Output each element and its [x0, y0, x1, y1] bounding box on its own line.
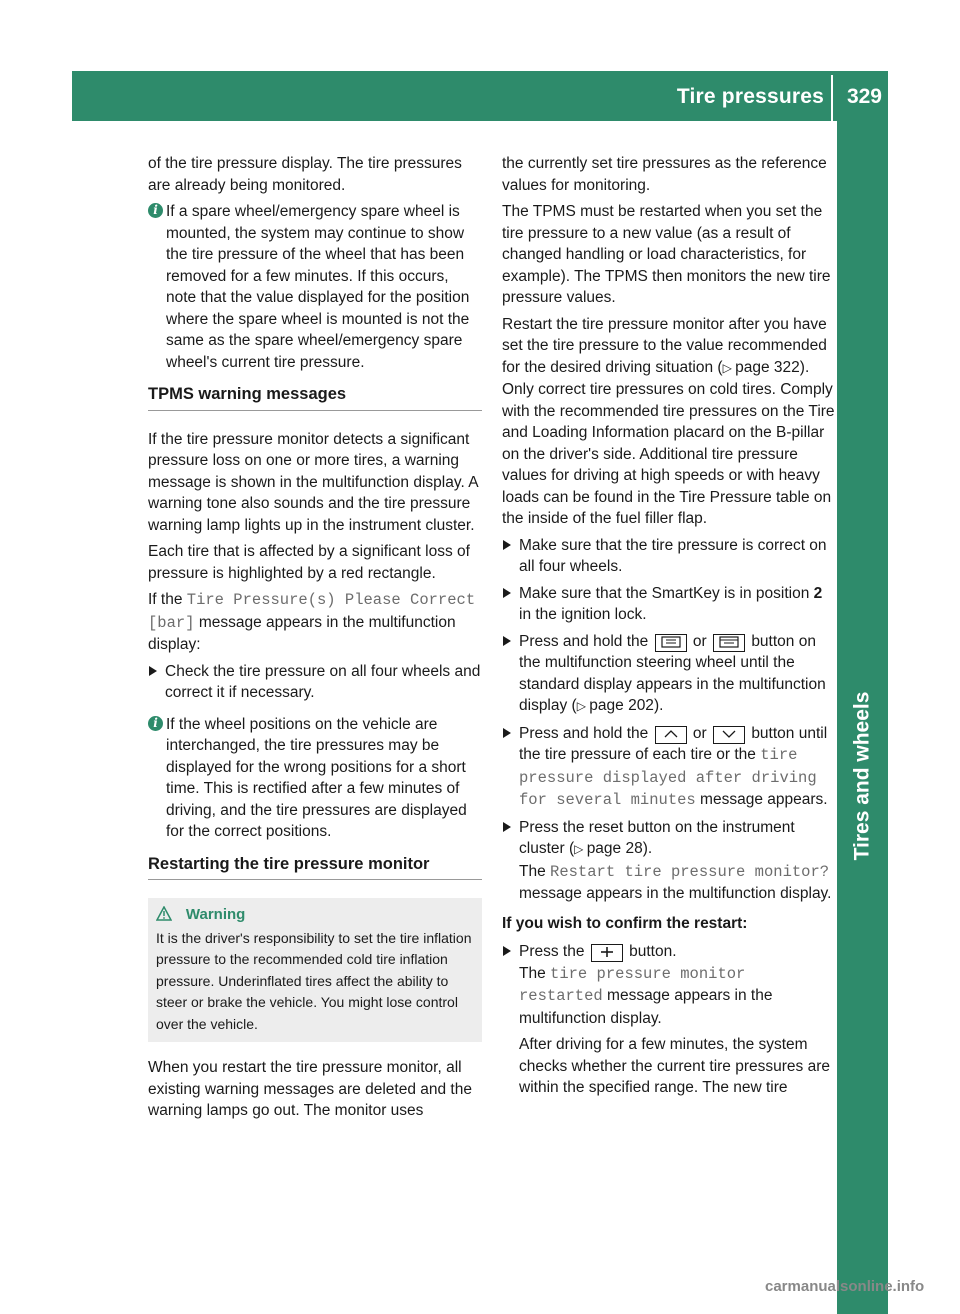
paragraph [148, 589, 482, 656]
page-ref-arrow-icon: ▷ [576, 699, 590, 713]
text: message appears in the multifunction display: [148, 613, 456, 653]
info-icon: i [148, 716, 163, 731]
instruction-step [148, 661, 482, 704]
page-number: 329 [846, 85, 882, 108]
page-reference[interactable]: page 202 [589, 697, 654, 714]
right-column [502, 153, 836, 1104]
text: button until the tire pressure of each tire or the [519, 724, 828, 763]
watermark: carmanualsonline.info [765, 1278, 925, 1295]
down-arrow-button-icon [713, 726, 745, 744]
text: ). [653, 697, 664, 714]
instruction-step [502, 535, 836, 578]
note-text: If the wheel positions on the vehicle are interchanged, the tire pressures may be displayed for the wrong positions for a short time. This is rectified after a few minutes of driving, and the tire pressures are displayed for the correct positions. [166, 715, 467, 840]
step-continuation: After driving for a few minutes, the system checks whether the current tire pressures are within the specified range. The new tire [519, 1036, 830, 1096]
instruction-step [502, 583, 836, 626]
text: button. [629, 943, 677, 960]
warning-triangle-icon [156, 906, 172, 921]
text: Press the reset button on the instrument cluster ( [519, 818, 795, 857]
side-tab [837, 121, 888, 1314]
text: Restart the tire pressure monitor after you have set the tire pressure to the value recommended for the desired driving situation ( [502, 315, 827, 376]
arrow-icon [503, 636, 511, 646]
info-note [148, 201, 482, 373]
paragraph: the currently set tire pressures as the reference values for monitoring. [502, 155, 827, 194]
text: The [519, 862, 546, 880]
warning-text: It is the driver's responsibility to set the tire inflation pressure to the recommended cold tire inflation pressure. Underinflated tires affect the ability to steer or brake the vehicle. You might lose control over the vehicle. [156, 929, 472, 1032]
side-tab-label-wrap [837, 671, 888, 881]
arrow-icon [503, 728, 511, 738]
paragraph [502, 314, 836, 530]
instruction-step [502, 817, 836, 905]
text: or [692, 724, 707, 742]
text: button on the multifunction steering wheel until the standard display appears in the multifunction display ( [519, 632, 826, 714]
paragraph: of the tire pressure display. The tire pressures are already being monitored. [148, 155, 462, 194]
display-message: tire pressure monitor restarted [519, 964, 746, 1005]
up-arrow-button-icon [655, 726, 687, 744]
text: The [519, 964, 546, 982]
warning-title: Warning [185, 906, 246, 923]
text: ). Only correct tire pressures on cold tires. Comply with the recommended tire pressures on the Tire and Loading Information placard on the B-pillar on the driver's side. Additional tire pressure values for driving at high speeds or with heavy loads can be found in the Tire Pressure table on the inside of the fuel filler flap. [502, 358, 835, 527]
text: message appears. [700, 791, 828, 808]
left-column [148, 153, 482, 1127]
text: in the ignition lock. [519, 606, 647, 623]
warning-box [148, 898, 482, 1042]
side-tab-marker [837, 906, 888, 958]
text: Press and hold the [519, 724, 649, 742]
text: message appears in the multifunction display. [519, 885, 832, 902]
info-icon: i [148, 203, 163, 218]
page-reference[interactable]: page 322 [735, 358, 800, 376]
step-text: Make sure that the tire pressure is correct on all four wheels. [519, 536, 827, 575]
section-heading: Restarting the tire pressure monitor [148, 854, 482, 881]
back-button-icon [655, 634, 687, 652]
note-text: If a spare wheel/emergency spare wheel is mounted, the system may continue to show the tire pressure of the wheel that has been removed for a few minutes. If this occurs, note that the value displayed for the position where the spare wheel is mounted is not the same as the spare wheel/emergency spare wheel's current tire pressure. [166, 203, 470, 371]
arrow-icon [503, 588, 511, 598]
paragraph: If the tire pressure monitor detects a significant pressure loss on one or more tires, a warning message is shown in the multifunction display. A warning tone also sounds and the tire pressure warning lamp lights up in the instrument cluster. [148, 430, 478, 534]
paragraph: The TPMS must be restarted when you set the tire pressure to a new value (as a result of changed handling or load characteristics, for example). The TPMS then monitors the new tire pressure values. [502, 203, 831, 306]
arrow-icon [503, 540, 511, 550]
paragraph: When you restart the tire pressure monitor, all existing warning messages are deleted and the warning lamps go out. The monitor uses [148, 1059, 472, 1119]
display-message: Tire Pressure(s) Please Correct [bar] [148, 591, 476, 632]
text: Press and hold the [519, 632, 649, 650]
page-ref-arrow-icon: ▷ [722, 360, 736, 375]
arrow-icon [503, 822, 511, 832]
section-heading: TPMS warning messages [148, 384, 482, 411]
sub-heading: If you wish to confirm the restart: [502, 914, 748, 932]
instruction-step [502, 723, 836, 812]
header-band [72, 71, 888, 121]
forward-button-icon [713, 634, 745, 652]
instruction-step [502, 941, 836, 1099]
arrow-icon [503, 946, 511, 956]
arrow-icon [149, 666, 157, 676]
page-ref-arrow-icon: ▷ [574, 842, 587, 856]
display-message: Restart tire pressure monitor? [550, 862, 830, 881]
text: If the [148, 591, 183, 608]
display-message: tire pressure displayed after driving for several minutes [519, 746, 817, 809]
text: Press the [519, 943, 585, 960]
header-divider [831, 75, 833, 121]
page-reference[interactable]: page 28 [586, 840, 643, 857]
step-text: Check the tire pressure on all four wheels and correct it if necessary. [165, 662, 481, 701]
text: or [692, 632, 707, 650]
plus-button-icon [591, 944, 623, 962]
key-position: 2 [813, 584, 823, 602]
text: message appears in the multifunction display. [519, 987, 773, 1027]
side-tab-label: Tires and wheels [850, 691, 874, 861]
text: Make sure that the SmartKey is in position [519, 584, 810, 602]
text: ). [642, 840, 653, 857]
paragraph: Each tire that is affected by a significant loss of pressure is highlighted by a red rectangle. [148, 543, 470, 582]
instruction-step [502, 631, 836, 718]
info-note [148, 714, 482, 843]
page-title: Tire pressures [676, 85, 824, 108]
